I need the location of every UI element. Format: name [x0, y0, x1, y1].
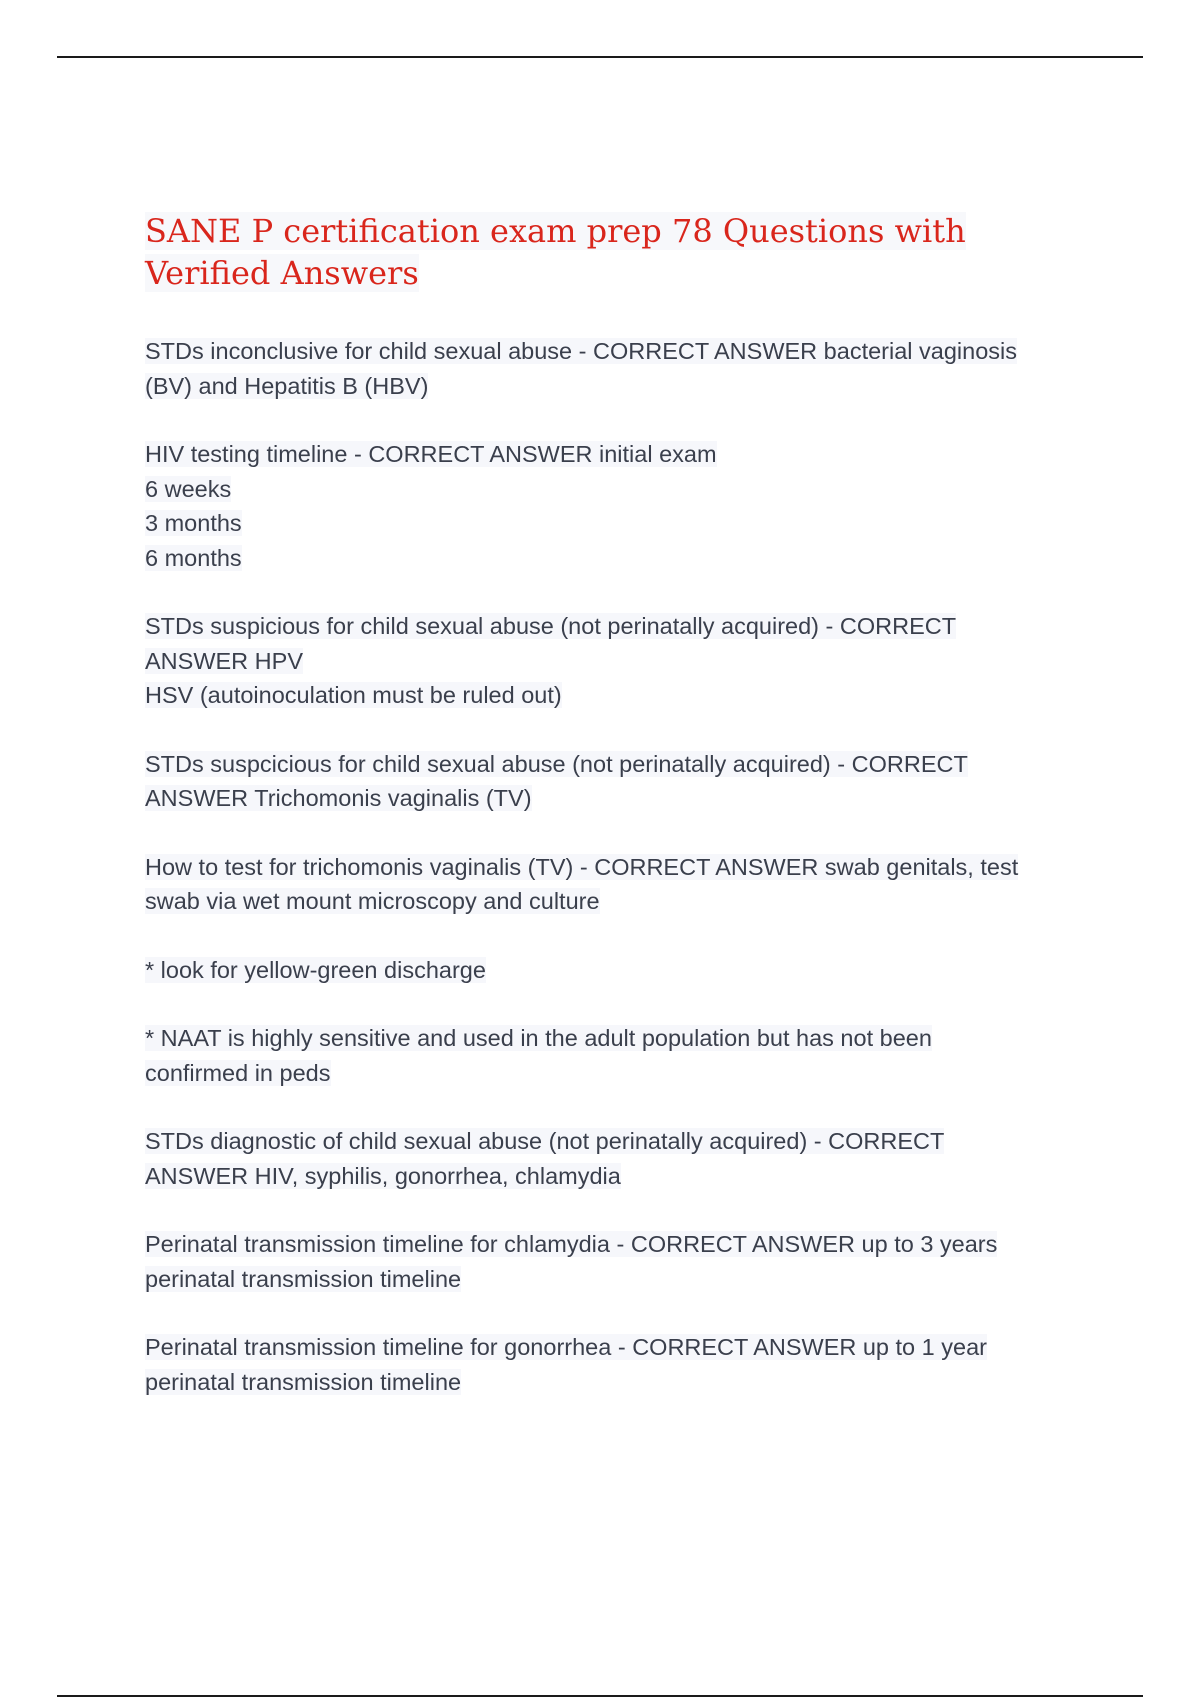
- qa-entry: [145, 1330, 1090, 1399]
- qa-line: STDs suspcicious for child sexual abuse (not perinatally acquired) - CORRECT: [145, 750, 968, 777]
- qa-line: * look for yellow-green discharge: [145, 956, 486, 983]
- footer-rule: [57, 1695, 1143, 1697]
- qa-line: STDs diagnostic of child sexual abuse (not perinatally acquired) - CORRECT: [145, 1128, 945, 1154]
- qa-entry: [145, 1124, 1090, 1193]
- qa-entry: [145, 1021, 1090, 1090]
- qa-line: perinatal transmission timeline: [145, 1265, 462, 1292]
- qa-line: swab via wet mount microscopy and culture: [145, 888, 600, 914]
- qa-line: 6 weeks: [145, 475, 232, 502]
- qa-entry: [145, 437, 1090, 575]
- qa-line: Perinatal transmission timeline for gonorrhea - CORRECT ANSWER up to 1 year: [145, 1334, 987, 1360]
- document-body: [145, 210, 1090, 1433]
- qa-line: confirmed in peds: [145, 1059, 331, 1086]
- qa-line: STDs inconclusive for child sexual abuse - CORRECT ANSWER bacterial vaginosis: [145, 338, 1018, 364]
- qa-line: How to test for trichomonis vaginalis (TV) - CORRECT ANSWER swab genitals, test: [145, 853, 1019, 880]
- qa-list: [145, 334, 1090, 1399]
- qa-line: 6 months: [145, 544, 242, 571]
- qa-entry: [145, 334, 1090, 403]
- qa-entry: [145, 609, 1090, 713]
- header-rule: [57, 56, 1143, 58]
- title-block: [145, 210, 1090, 294]
- qa-line: (BV) and Hepatitis B (HBV): [145, 372, 429, 399]
- qa-line: ANSWER HIV, syphilis, gonorrhea, chlamydia: [145, 1162, 621, 1189]
- qa-line: perinatal transmission timeline: [145, 1368, 462, 1395]
- document-title: SANE P certification exam prep 78 Questions with Verified Answers: [145, 212, 966, 292]
- qa-entry: [145, 1227, 1090, 1296]
- qa-line: 3 months: [145, 510, 242, 536]
- qa-line: STDs suspicious for child sexual abuse (not perinatally acquired) - CORRECT: [145, 613, 957, 639]
- qa-line: * NAAT is highly sensitive and used in the adult population but has not been: [145, 1025, 932, 1051]
- qa-entry: [145, 850, 1090, 919]
- qa-line: HSV (autoinoculation must be ruled out): [145, 682, 562, 708]
- qa-line: HIV testing timeline - CORRECT ANSWER initial exam: [145, 441, 717, 467]
- qa-line: ANSWER Trichomonis vaginalis (TV): [145, 785, 532, 811]
- qa-entry: [145, 747, 1090, 816]
- qa-line: ANSWER HPV: [145, 647, 303, 674]
- qa-entry: [145, 953, 1090, 988]
- qa-line: Perinatal transmission timeline for chlamydia - CORRECT ANSWER up to 3 years: [145, 1231, 998, 1257]
